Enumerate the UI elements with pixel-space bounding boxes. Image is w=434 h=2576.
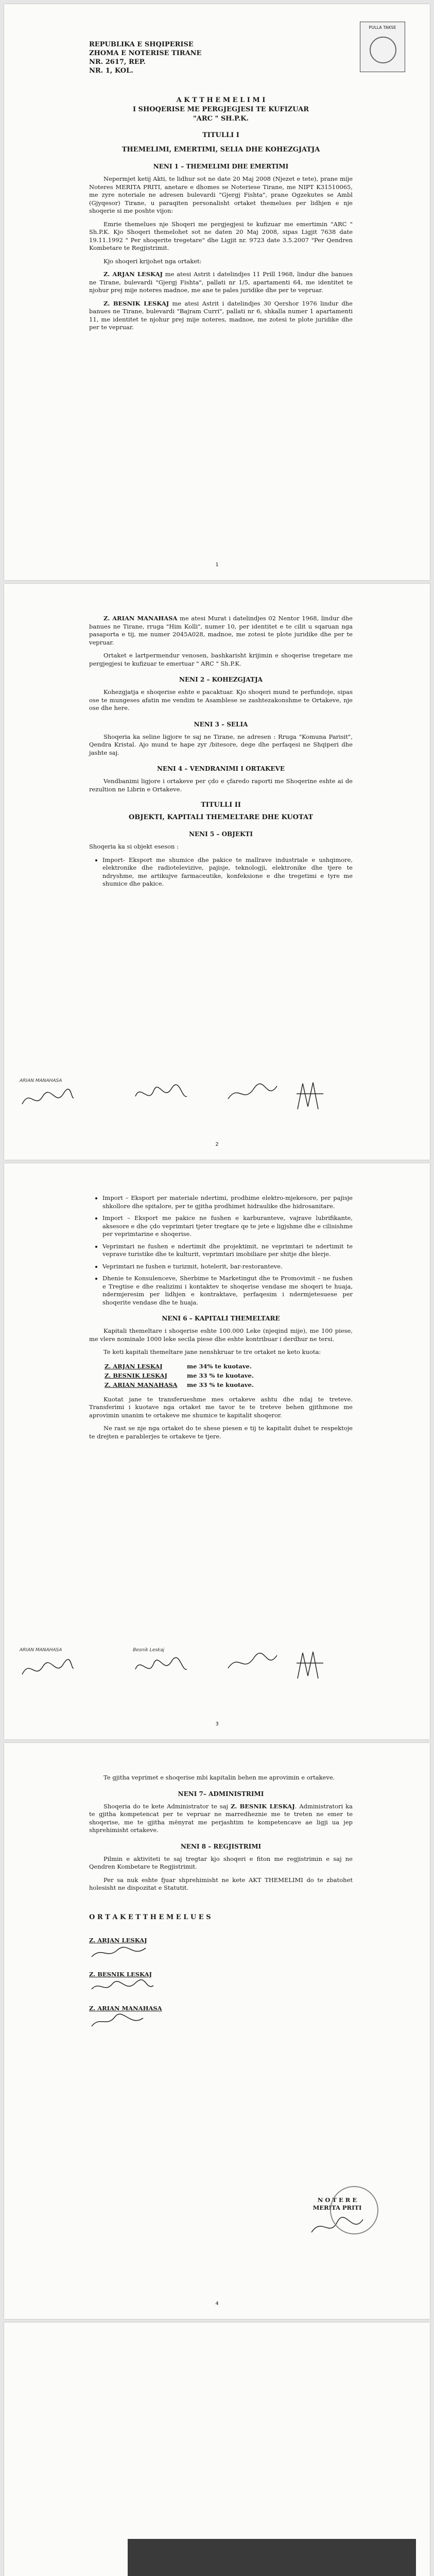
document-page-2 [4,584,430,1160]
doc-company: "ARC " SH.P.K. [193,115,249,123]
margin-sig-label: Besnik Leskaj [133,1648,165,1653]
founder-3-name: Z. ARIAN MANAHASA [103,615,178,622]
article-6-p1: Kapitali themeltare i shoqerise eshte 100.000 Leke (njeqind mije), me 100 piese, me vlere nominale 1000 leke secila piese dhe eshte kontribuar i derdhur ne tersi. [89,1327,353,1343]
founder-2-name: Z. BESNIK LESKAJ [103,299,169,307]
founder-3-details: me atesi Murat i datelindjes 02 Nentor 1968, lindur dhe banues ne Tirane, rruga "Him Kolli", numer 10, per identitet e te cilit u sqaruan nga pasaporta e tij, me numer 2045A028, madnoe, me zotesi te plote juridike dhe per te vepruar. [89,615,353,646]
founder-signature [89,2012,171,2029]
article-7-heading: NENI 7– ADMINISTRIMI [178,1790,264,1798]
signature-manahasa [20,1083,76,1114]
article-6-p4: Ne rast se nje nga ortaket do te shese piesen e tij te kapitalit duhet te respektoje te drejten e parablerjes te ortakeve te tjere. [89,1425,353,1440]
share-row [105,1371,353,1380]
document-page-5 [4,2323,430,2576]
document-page-3 [4,1163,430,1739]
article-2-heading: NENI 2 – KOHEZGJATJA [179,676,263,683]
administrator-name: Z. BESNIK LESKAJ [231,1802,295,1810]
signature-arjan [225,1081,282,1112]
article-6-closing: Te gjitha veprimet e shoqerise mbi kapitalin behen me aprovimin e ortakeve. [103,1774,335,1781]
doc-subtitle: I SHOQERISE ME PERGJEGJESI TE KUFIZUAR [132,106,309,113]
article-1-p3: Kjo shoqeri krijohet nga ortaket: [103,257,202,265]
object-list [89,856,353,888]
document-page-4 [4,1743,430,2319]
article-1-closing: Ortaket e lartpermendur venosen, bashkarisht krijimin e shoqerise tregetare me pergjegjesi te kufizuar te emertuar " ARC " Sh.P.K. [89,652,353,667]
signature-besnik [133,1654,189,1685]
founder-sign-name: Z. ARJAN LESKAJ [89,1936,147,1944]
margin-signatures [4,1078,430,1120]
signature-besnik [133,1081,189,1112]
share-value: me 34% te kuotave. [187,1362,252,1370]
article-6-heading: NENI 6 – KAPITALI THEMELTARE [162,1315,280,1322]
article-5-intro: Shoqeria ka si objekt eseson : [89,843,179,850]
signature-arjan [225,1650,282,1681]
share-holder: Z. ARJAN LESKAJ [105,1362,163,1370]
margin-sig-label: ARIAN MANAHASA [20,1648,62,1653]
header-republic: REPUBLIKA E SHQIPERISE [89,41,194,48]
share-row [105,1380,353,1389]
title-1-number: TITULLI I [202,131,239,139]
article-8-heading: NENI 8 – REGJISTRIMI [180,1842,262,1850]
header-kol: NR. 1, KOL. [89,67,133,75]
object-item: • Import – Eksport me pakice ne fushen e karburanteve, vajrave lubrifikante, aksesore e dhe çdo veprimtari tjeter tregtare qe te jete e ligjshme dhe e cilisishme per veprimtarine e shoqerise. [102,1214,353,1239]
article-6-p3: Kuotat jane te transferueshme mes ortakeve ashtu dhe ndaj te treteve. Transferimi i kuotave nga ortaket me tavor te te treteve behen gjithmone me aprovimin unanim te ortakeve me shumice te kapitalit shoqeror. [89,1395,353,1419]
article-7-p1 [89,1803,353,1835]
founder-sign-name: Z. ARIAN MANAHASA [89,2004,162,2012]
share-row [105,1362,353,1371]
article-1-p2: Emrie themelues nje Shoqeri me pergjegjesi te kufizuar me emertimin "ARC " Sh.P.K. Kjo Shoqeri themelohet sot ne daten 20 Maj 2008, sipas Ligjit 7638 date 19.11.1992 " Per shoqerite tregetare" dhe Ligjit nr. 9723 date 3.5.2007 "Per Qendren Kombetare te Regjistrimit. [89,220,353,251]
signature-manahasa [20,1654,76,1685]
article-8-p1: Pilmin e aktiviteti te saj tregtar kjo shoqeri e fiton me regjistrimin e saj ne Qendren Kombetare te Regjistrimit. [89,1855,353,1870]
tax-stamp [360,22,405,72]
article-8-p2: Per sa nuk eshte fjuar shprehimisht ne kete AKT THEMELIMI do te zbatohet holesisht ne dispozitat e Statutit. [89,1876,353,1891]
article-4-heading: NENI 4 – VENDRANIMI I ORTAKEVE [157,765,285,772]
article-3-p1: Shoqeria ka seline ligjore te saj ne Tirane, ne adresen : Rruga "Komuna Parisit", Qendra Kristal. Ajo mund te hape zyr /bitesore, dege dhe perfaqesi ne Shqiperi dhe jashte saj. [89,733,353,756]
notary-seal-icon [330,2186,378,2234]
founder-signature [89,1978,171,1995]
founder-1-paragraph [89,270,353,295]
title-1-heading: THEMELIMI, EMERTIMI, SELIA DHE KOHEZGJATJA [121,146,320,154]
document-page-1 [4,4,430,580]
article-7-text-b: . Administratori ka te gjitha kompetencat per te vepruar ne marredheznie me te treten ne emer te shoqerise, me te gjitha mënyrat me perjashtim te kompetencave ae ligji ua jep shprehimisht ortakeve. [89,1802,353,1834]
founder-sign-name: Z. BESNIK LESKAJ [89,1970,152,1978]
founder-signature [89,1944,171,1961]
article-3-heading: NENI 3 – SELIA [194,720,248,728]
share-value: me 33 % te kuotave. [187,1381,254,1388]
share-holder: Z. BESNIK LESKAJ [105,1371,167,1379]
object-item: • Import- Eksport me shumice dhe pakice te mallrave industriale e ushqimore, elektronike dhe radiotelevizive, pajisje, teknologji, elektronike dhe tjere te ndryshme, me artikujve farmaceutike, konfeksione e dhe tregetimi e tyre me shumice dhe pakice. [102,856,353,888]
title-2-number: TITULLI II [201,801,241,809]
object-item: • Veprimtari ne fushen e turizmit, hotelerit, bar-restoranteve. [102,1263,353,1271]
passport-scan [128,2539,416,2576]
share-value: me 33 % te kuotave. [187,1371,254,1379]
page-number: 3 [215,1721,219,1727]
page-number: 4 [215,2301,219,2307]
page-number: 1 [215,562,219,568]
margin-signatures [4,1648,430,1689]
share-list [89,1362,353,1389]
article-5-heading: NENI 5 – OBJEKTI [189,831,253,838]
object-item: • Import – Eksport per materiale ndertimi, prodhime elektro-mjekesore, per pajisje shkollore dhe spitalore, per te gjitha prodhimet hidraulike dhe hidrosanitare. [102,1194,353,1210]
notary-name: MERITA PRITI [313,2204,362,2211]
article-4-p1: Vendbanimi ligjore i ortakeve per çdo e çfaredo raporti me Shoqerine eshte ai de rezultion ne Librin e Ortakeve. [89,777,353,793]
margin-sig-label: ARIAN MANAHASA [20,1078,62,1083]
founder-1-name: Z. ARJAN LESKAJ [103,270,163,278]
stamp-seal-icon [370,37,396,63]
founders-signatures [89,1937,353,2031]
article-7-text-a: Shoqeria do te kete Administrator te saj [103,1802,231,1810]
founders-heading: O R T A K E T T H E M E L U E S [89,1913,211,1921]
header-ref: NR. 2617, REP. [89,58,146,66]
share-holder: Z. ARIAN MANAHASA [105,1381,178,1388]
article-1-p1: Nepermjet ketij Akti, te lidhur sot ne date 20 Maj 2008 (Njezet e tete), prane mije Noteres MERITA PRITI, anetare e dhomes se Noteriese Tirane, me NIPT K31510065, me zyre noteriale ne adresen bulevardi "Gjergj Fishta", prane Ogzekutes se Ambl (Gjyqesor) Tirane, u paraqiten personalisht ortaket themelues per lidhjen e nje shoqerie si me poshte vijon: [89,175,353,214]
object-list-continued [89,1194,353,1307]
doc-title: A K T T H E M E L I M I [176,96,266,104]
article-1-heading: NENI 1 – THEMELIMI DHE EMERTIMI [153,163,289,170]
signature-notary [292,1648,328,1684]
article-2-p1: Kohezgjatja e shoqerise eshte e pacaktuar. Kjo shoqeri mund te perfundoje, sipas ose te mungeses afatin me vendim te Asamblese se zashtezakonshme te Ortakeve, nje ose dhe here. [89,688,353,711]
title-2-heading: OBJEKTI, KAPITALI THEMELTARE DHE KUOTAT [128,814,314,821]
article-6-p2: Te keti kapitali themeltare jane nenshkruar te tre ortaket ne keto kuota: [103,1348,321,1355]
founder-2-paragraph [89,300,353,332]
tax-stamp-label: PULLA TAKSE [369,25,396,30]
notary-title: N O T E R E [317,2196,357,2204]
founder-3-paragraph [89,615,353,647]
object-item: • Veprimtari ne fushen e ndertimit dhe projektimit, ne veprimtari te ndertimit te veprave turistike dhe te kulturit, veprimtari imobiliare per shitje dhe blerje. [102,1243,353,1259]
signature-notary [292,1078,328,1114]
header-chamber: ZHOMA E NOTERISE TIRANE [89,49,202,57]
founder-1-details: me atesi Astrit i datelindjes 11 Prill 1968, lindur dhe banues ne Tirane, bulevardi "Gjergj Fishta", pallati nr 1/5, apartamenti 64, me identitet te njohur prej mije noteres madnoe, me ane te pales juridike dhe per te vepruar. [89,270,353,294]
object-item: • Dhenie te Konsulenceve, Sherbime te Marketingut dhe te Promovimit – ne fushen e Tregtise e dhe realizimi i kontaktev te shoqerise vendase me shoqeri te huaja, ndermjeresim per lidhjen e kontraktave, perfaqesim i ndermjetesuese per shoqerite vendase dhe te huaja. [102,1275,353,1307]
founder-2-details: me atesi Astrit i datelindjes 30 Qershor 1976 lindur dhe banues ne Tirane, bulevardi "Bajram Curri", pallati nr 6, shkalla numer 1 apartamenti 11, me identitet te njohur prej mije noteres, madnoe, me zotesi te plote juridike dhe per te vepruar. [89,299,353,331]
page-number: 2 [215,1142,219,1147]
